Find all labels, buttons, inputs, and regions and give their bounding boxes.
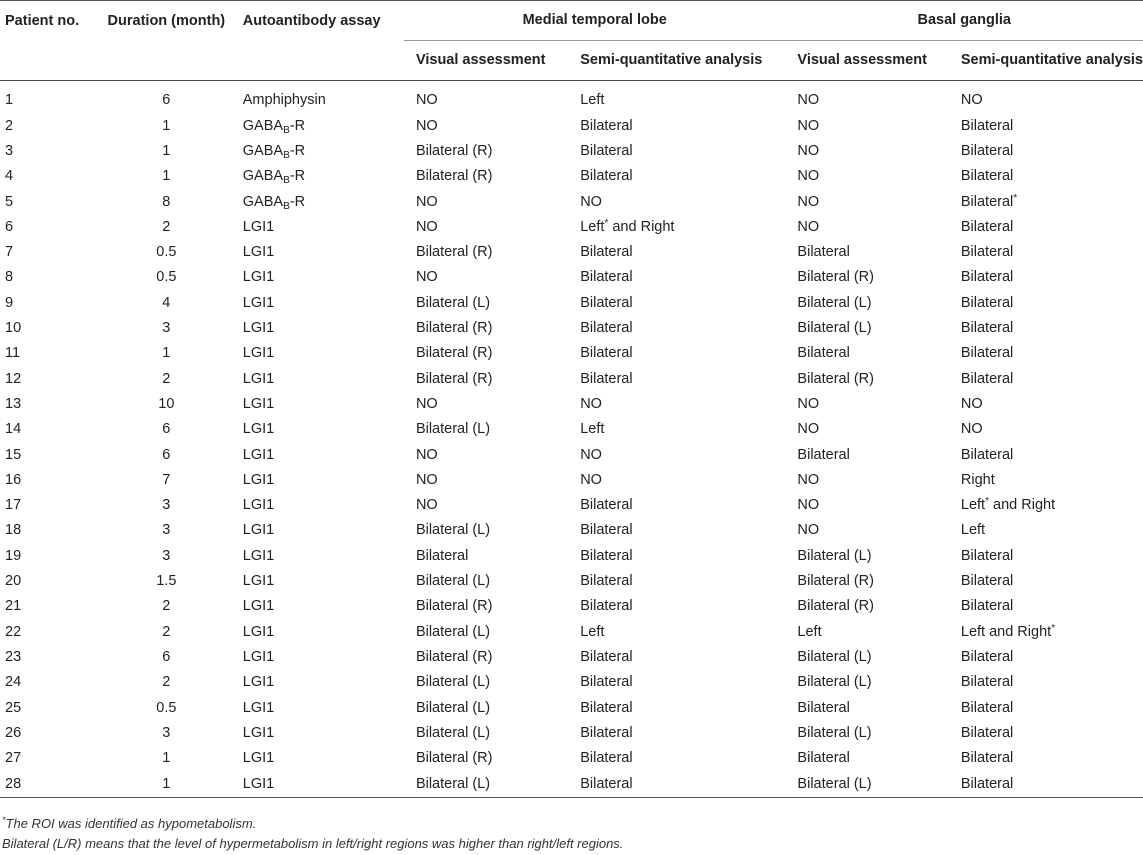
cell-mtl-visual: Bilateral (R): [415, 750, 493, 767]
cell-bg-semi: NO: [960, 395, 983, 412]
cell-duration: 1: [162, 168, 171, 185]
cell-duration: 8: [162, 193, 171, 210]
cell-mtl-semi: Bilateral: [580, 294, 633, 311]
table-row: [0, 392, 1143, 417]
cell-bg-semi: Left and Right*: [960, 622, 1056, 640]
cell-autoantibody: LGI1: [242, 269, 275, 286]
cell-bg-semi: Bilateral: [960, 446, 1014, 463]
cell-mtl-semi: Bilateral: [580, 142, 633, 159]
cell-bg-visual: NO: [797, 168, 820, 185]
cell-autoantibody: LGI1: [242, 421, 275, 438]
cell-mtl-semi: Bilateral: [580, 750, 633, 767]
cell-duration: 0.5: [156, 244, 177, 261]
header-mtl-semi: Semi-quantitative analysis: [568, 41, 785, 81]
cell-mtl-semi: Bilateral: [580, 345, 633, 362]
cell-bg-visual: NO: [797, 193, 820, 210]
cell-patient-no: 19: [5, 547, 22, 564]
cell-mtl-semi: Bilateral: [580, 244, 633, 261]
cell-bg-semi: Bilateral: [960, 573, 1014, 590]
table-row: [0, 113, 1143, 138]
cell-duration: 3: [162, 320, 171, 337]
cell-autoantibody: LGI1: [242, 320, 275, 337]
cell-autoantibody: $GABA_B-R$: [242, 193, 306, 212]
cell-patient-no: 23: [5, 648, 22, 665]
cell-duration: 6: [162, 446, 171, 463]
cell-duration: 10: [158, 395, 175, 412]
cell-mtl-semi: Bilateral: [568, 771, 785, 798]
table-row: [0, 670, 1143, 695]
footnote-bilateral-definition: Bilateral (L/R) means that the level of hypermetabolism in left/right regions was higher than right/left regions.: [2, 836, 624, 851]
cell-autoantibody: LGI1: [242, 699, 275, 716]
table-row: [0, 594, 1143, 619]
header-basal-ganglia: Basal ganglia: [785, 1, 1143, 41]
cell-bg-visual: Bilateral (L): [785, 771, 948, 798]
cell-bg-visual: Bilateral (L): [797, 674, 872, 691]
cell-patient-no: 21: [5, 598, 22, 615]
cell-patient-no: 15: [5, 446, 22, 463]
cell-autoantibody: LGI1: [242, 547, 275, 564]
cell-mtl-semi: Left: [580, 623, 605, 640]
cell-patient-no: 11: [5, 345, 21, 362]
cell-bg-semi: Bilateral: [960, 547, 1014, 564]
cell-bg-visual: NO: [797, 471, 820, 488]
cell-mtl-visual: Bilateral: [415, 547, 469, 564]
cell-bg-semi: Bilateral: [960, 750, 1014, 767]
cell-autoantibody: LGI1: [235, 771, 404, 798]
cell-autoantibody: LGI1: [242, 471, 275, 488]
cell-duration: 1.5: [156, 573, 177, 590]
cell-mtl-semi: Bilateral: [580, 522, 633, 539]
cell-duration: 4: [162, 294, 171, 311]
cell-mtl-visual: NO: [415, 218, 438, 235]
table-body: [0, 88, 1143, 798]
cell-bg-semi: Bilateral: [960, 244, 1014, 261]
cell-bg-semi: Bilateral: [960, 168, 1014, 185]
table-row: [0, 265, 1143, 290]
cell-duration: 2: [162, 674, 171, 691]
cell-mtl-semi: Bilateral: [580, 320, 633, 337]
cell-bg-visual: Bilateral: [797, 750, 850, 767]
cell-mtl-visual: Bilateral (R): [415, 168, 493, 185]
cell-mtl-visual: NO: [415, 92, 438, 109]
table-row: [0, 695, 1143, 720]
cell-patient-no: 4: [5, 168, 14, 185]
cell-duration: 3: [162, 547, 171, 564]
cell-bg-visual: Bilateral (R): [797, 598, 874, 615]
cell-bg-semi: Left: [960, 522, 986, 539]
cell-mtl-visual: NO: [415, 471, 438, 488]
cell-mtl-visual: NO: [415, 395, 438, 412]
cell-duration: 3: [162, 522, 171, 539]
cell-duration: 6: [162, 648, 171, 665]
cell-mtl-semi: Left: [580, 92, 605, 109]
table-row: [0, 417, 1143, 442]
cell-duration: 2: [162, 218, 171, 235]
cell-patient-no: 24: [5, 674, 22, 691]
cell-duration: 2: [162, 623, 171, 640]
cell-patient-no: 12: [5, 370, 22, 387]
footnotes: [2, 814, 623, 854]
cell-mtl-visual: Bilateral (R): [415, 648, 493, 665]
cell-bg-visual: NO: [797, 218, 820, 235]
cell-bg-semi: Bilateral: [960, 345, 1014, 362]
cell-duration: 1: [98, 771, 235, 798]
cell-patient-no: 27: [5, 750, 22, 767]
header-mtl-visual: Visual assessment: [404, 41, 568, 81]
cell-mtl-semi: Bilateral: [580, 648, 633, 665]
cell-patient-no: 9: [5, 294, 14, 311]
cell-bg-semi: Bilateral: [960, 699, 1014, 716]
cell-patient-no: 17: [5, 497, 22, 514]
table-row: [0, 189, 1143, 214]
cell-bg-semi: Bilateral: [960, 724, 1014, 741]
table-row: [0, 518, 1143, 543]
cell-mtl-semi: Bilateral: [580, 547, 633, 564]
cell-mtl-visual: Bilateral (L): [404, 771, 568, 798]
cell-autoantibody: LGI1: [242, 218, 275, 235]
cell-mtl-semi: Bilateral: [580, 168, 633, 185]
cell-mtl-semi: Bilateral: [580, 724, 633, 741]
cell-mtl-semi: Bilateral: [580, 598, 633, 615]
table-row: [0, 290, 1143, 315]
cell-bg-visual: Bilateral (L): [797, 648, 872, 665]
cell-bg-semi: Bilateral: [960, 117, 1014, 134]
cell-mtl-semi: NO: [580, 193, 602, 210]
cell-bg-visual: NO: [797, 522, 820, 539]
cell-patient-no: 6: [5, 218, 14, 235]
cell-bg-visual: NO: [797, 142, 820, 159]
table-row: [0, 442, 1143, 467]
cell-bg-semi: Bilateral: [960, 320, 1014, 337]
cell-mtl-visual: NO: [415, 446, 438, 463]
cell-autoantibody: LGI1: [242, 522, 275, 539]
cell-autoantibody: LGI1: [242, 497, 275, 514]
cell-mtl-semi: NO: [580, 471, 602, 488]
cell-duration: 3: [162, 497, 171, 514]
cell-mtl-visual: Bilateral (R): [415, 142, 493, 159]
table-row: [0, 645, 1143, 670]
cell-mtl-visual: Bilateral (L): [415, 724, 491, 741]
cell-bg-visual: NO: [797, 497, 820, 514]
cell-mtl-visual: Bilateral (R): [415, 244, 493, 261]
cell-autoantibody: LGI1: [242, 370, 275, 387]
cell-bg-semi: Left* and Right: [960, 496, 1056, 514]
cell-autoantibody: LGI1: [242, 598, 275, 615]
cell-bg-semi: Bilateral*: [960, 192, 1018, 210]
cell-bg-visual: Bilateral: [797, 345, 850, 362]
cell-bg-semi: Bilateral: [960, 674, 1014, 691]
cell-mtl-semi: Left: [580, 421, 605, 438]
cell-patient-no: 5: [5, 193, 14, 210]
header-duration: Duration (month): [98, 1, 235, 81]
cell-mtl-semi: Bilateral: [580, 370, 633, 387]
cell-bg-semi: Bilateral: [949, 771, 1143, 798]
cell-duration: 1: [162, 117, 171, 134]
table-row: [0, 493, 1143, 518]
cell-duration: 0.5: [156, 269, 177, 286]
cell-mtl-semi: Bilateral: [580, 699, 633, 716]
header-autoantibody: Autoantibody assay: [235, 1, 404, 81]
table-row: [0, 771, 1143, 798]
cell-autoantibody: LGI1: [242, 345, 275, 362]
table-row: [0, 214, 1143, 239]
cell-bg-semi: Bilateral: [960, 370, 1014, 387]
cell-patient-no: 2: [5, 117, 14, 134]
cell-autoantibody: LGI1: [242, 648, 275, 665]
cell-mtl-semi: Bilateral: [580, 269, 633, 286]
cell-bg-semi: Bilateral: [960, 269, 1014, 286]
cell-duration: 0.5: [156, 699, 177, 716]
table-row: [0, 619, 1143, 644]
cell-bg-visual: Bilateral (L): [797, 547, 872, 564]
cell-duration: 7: [162, 471, 171, 488]
cell-duration: 1: [162, 142, 171, 159]
cell-bg-visual: Bilateral (L): [797, 294, 872, 311]
cell-bg-semi: Bilateral: [960, 218, 1014, 235]
cell-bg-semi: Bilateral: [960, 648, 1014, 665]
cell-autoantibody: $GABA_B-R$: [242, 168, 306, 187]
table-row: [0, 720, 1143, 745]
table-row: [0, 88, 1143, 113]
table-row: [0, 316, 1143, 341]
header-patient-no: Patient no.: [0, 1, 98, 81]
header-bg-semi: Semi-quantitative analysis: [949, 41, 1143, 81]
table-row: [0, 543, 1143, 568]
cell-bg-visual: Bilateral: [797, 699, 850, 716]
cell-patient-no: 1: [5, 92, 14, 109]
cell-duration: 3: [162, 724, 171, 741]
cell-mtl-visual: NO: [415, 117, 438, 134]
cell-mtl-visual: Bilateral (L): [415, 674, 491, 691]
table-row: [0, 341, 1143, 366]
cell-bg-visual: NO: [797, 395, 820, 412]
cell-mtl-semi: NO: [580, 395, 602, 412]
cell-mtl-visual: NO: [415, 497, 438, 514]
cell-mtl-visual: Bilateral (R): [415, 598, 493, 615]
cell-patient-no: 22: [5, 623, 22, 640]
cell-autoantibody: LGI1: [242, 395, 275, 412]
cell-patient-no: 10: [5, 320, 22, 337]
cell-bg-visual: Left: [797, 623, 822, 640]
header-row-groups: [0, 1, 1143, 41]
cell-mtl-semi: Bilateral: [580, 497, 633, 514]
footnote-hypometabolism: *The ROI was identified as hypometabolism.: [2, 815, 257, 831]
cell-autoantibody: Amphiphysin: [242, 92, 326, 109]
cell-patient-no: 14: [5, 421, 22, 438]
cell-mtl-visual: Bilateral (L): [415, 294, 491, 311]
cell-mtl-visual: NO: [415, 193, 438, 210]
table-spacer: [0, 81, 1143, 89]
cell-patient-no: 28: [0, 771, 98, 798]
cell-duration: 2: [162, 370, 171, 387]
table-header: [0, 1, 1143, 81]
cell-patient-no: 18: [5, 522, 22, 539]
cell-autoantibody: $GABA_B-R$: [242, 142, 306, 161]
cell-mtl-visual: Bilateral (R): [415, 345, 493, 362]
cell-bg-semi: NO: [960, 421, 983, 438]
cell-duration: 6: [162, 421, 171, 438]
cell-bg-visual: Bilateral (L): [797, 724, 872, 741]
cell-mtl-visual: Bilateral (L): [415, 522, 491, 539]
cell-patient-no: 7: [5, 244, 14, 261]
header-medial-temporal-lobe: Medial temporal lobe: [404, 1, 785, 41]
cell-autoantibody: LGI1: [242, 674, 275, 691]
cell-mtl-semi: Bilateral: [580, 573, 633, 590]
cell-bg-visual: NO: [797, 117, 820, 134]
cell-autoantibody: LGI1: [242, 573, 275, 590]
cell-patient-no: 8: [5, 269, 14, 286]
cell-patient-no: 13: [5, 395, 22, 412]
cell-bg-visual: Bilateral (R): [797, 573, 874, 590]
cell-bg-semi: Bilateral: [960, 142, 1014, 159]
table-row: [0, 366, 1143, 391]
cell-bg-visual: Bilateral (L): [797, 320, 872, 337]
cell-mtl-visual: Bilateral (L): [415, 699, 491, 716]
cell-autoantibody: LGI1: [242, 724, 275, 741]
cell-mtl-visual: NO: [415, 269, 438, 286]
header-bg-visual: Visual assessment: [785, 41, 948, 81]
cell-mtl-semi: Bilateral: [580, 117, 633, 134]
table-row: [0, 746, 1143, 771]
cell-mtl-semi: Left* and Right: [580, 217, 675, 235]
cell-patient-no: 16: [5, 471, 22, 488]
cell-bg-visual: Bilateral (R): [797, 370, 874, 387]
cell-bg-semi: NO: [960, 92, 983, 109]
cell-patient-no: 26: [5, 724, 22, 741]
cell-bg-semi: Bilateral: [960, 598, 1014, 615]
cell-mtl-visual: Bilateral (R): [415, 320, 493, 337]
cell-bg-semi: Bilateral: [960, 294, 1014, 311]
cell-autoantibody: $GABA_B-R$: [242, 117, 306, 136]
cell-bg-visual: Bilateral (R): [797, 269, 874, 286]
cell-duration: 1: [162, 750, 171, 767]
cell-mtl-visual: Bilateral (L): [415, 421, 491, 438]
table-row: [0, 139, 1143, 164]
table-row: [0, 240, 1143, 265]
cell-mtl-visual: Bilateral (L): [415, 623, 491, 640]
cell-patient-no: 25: [5, 699, 22, 716]
table-row: [0, 164, 1143, 189]
cell-mtl-visual: Bilateral (L): [415, 573, 491, 590]
cell-autoantibody: LGI1: [242, 446, 275, 463]
cell-duration: 1: [162, 345, 171, 362]
cell-patient-no: 3: [5, 142, 14, 159]
cell-duration: 6: [162, 92, 171, 109]
cell-autoantibody: LGI1: [242, 244, 275, 261]
cell-autoantibody: LGI1: [242, 294, 275, 311]
cell-mtl-visual: Bilateral (R): [415, 370, 493, 387]
cell-bg-visual: NO: [797, 421, 820, 438]
cell-mtl-semi: Bilateral: [580, 674, 633, 691]
cell-bg-visual: NO: [797, 92, 820, 109]
cell-patient-no: 20: [5, 573, 22, 590]
cell-mtl-semi: NO: [580, 446, 602, 463]
cell-autoantibody: LGI1: [242, 750, 275, 767]
cell-bg-visual: Bilateral: [797, 244, 850, 261]
cell-duration: 2: [162, 598, 171, 615]
table-row: [0, 467, 1143, 492]
cell-bg-visual: Bilateral: [797, 446, 850, 463]
table-row: [0, 569, 1143, 594]
cell-bg-semi: Right: [960, 471, 995, 488]
cell-autoantibody: LGI1: [242, 623, 275, 640]
